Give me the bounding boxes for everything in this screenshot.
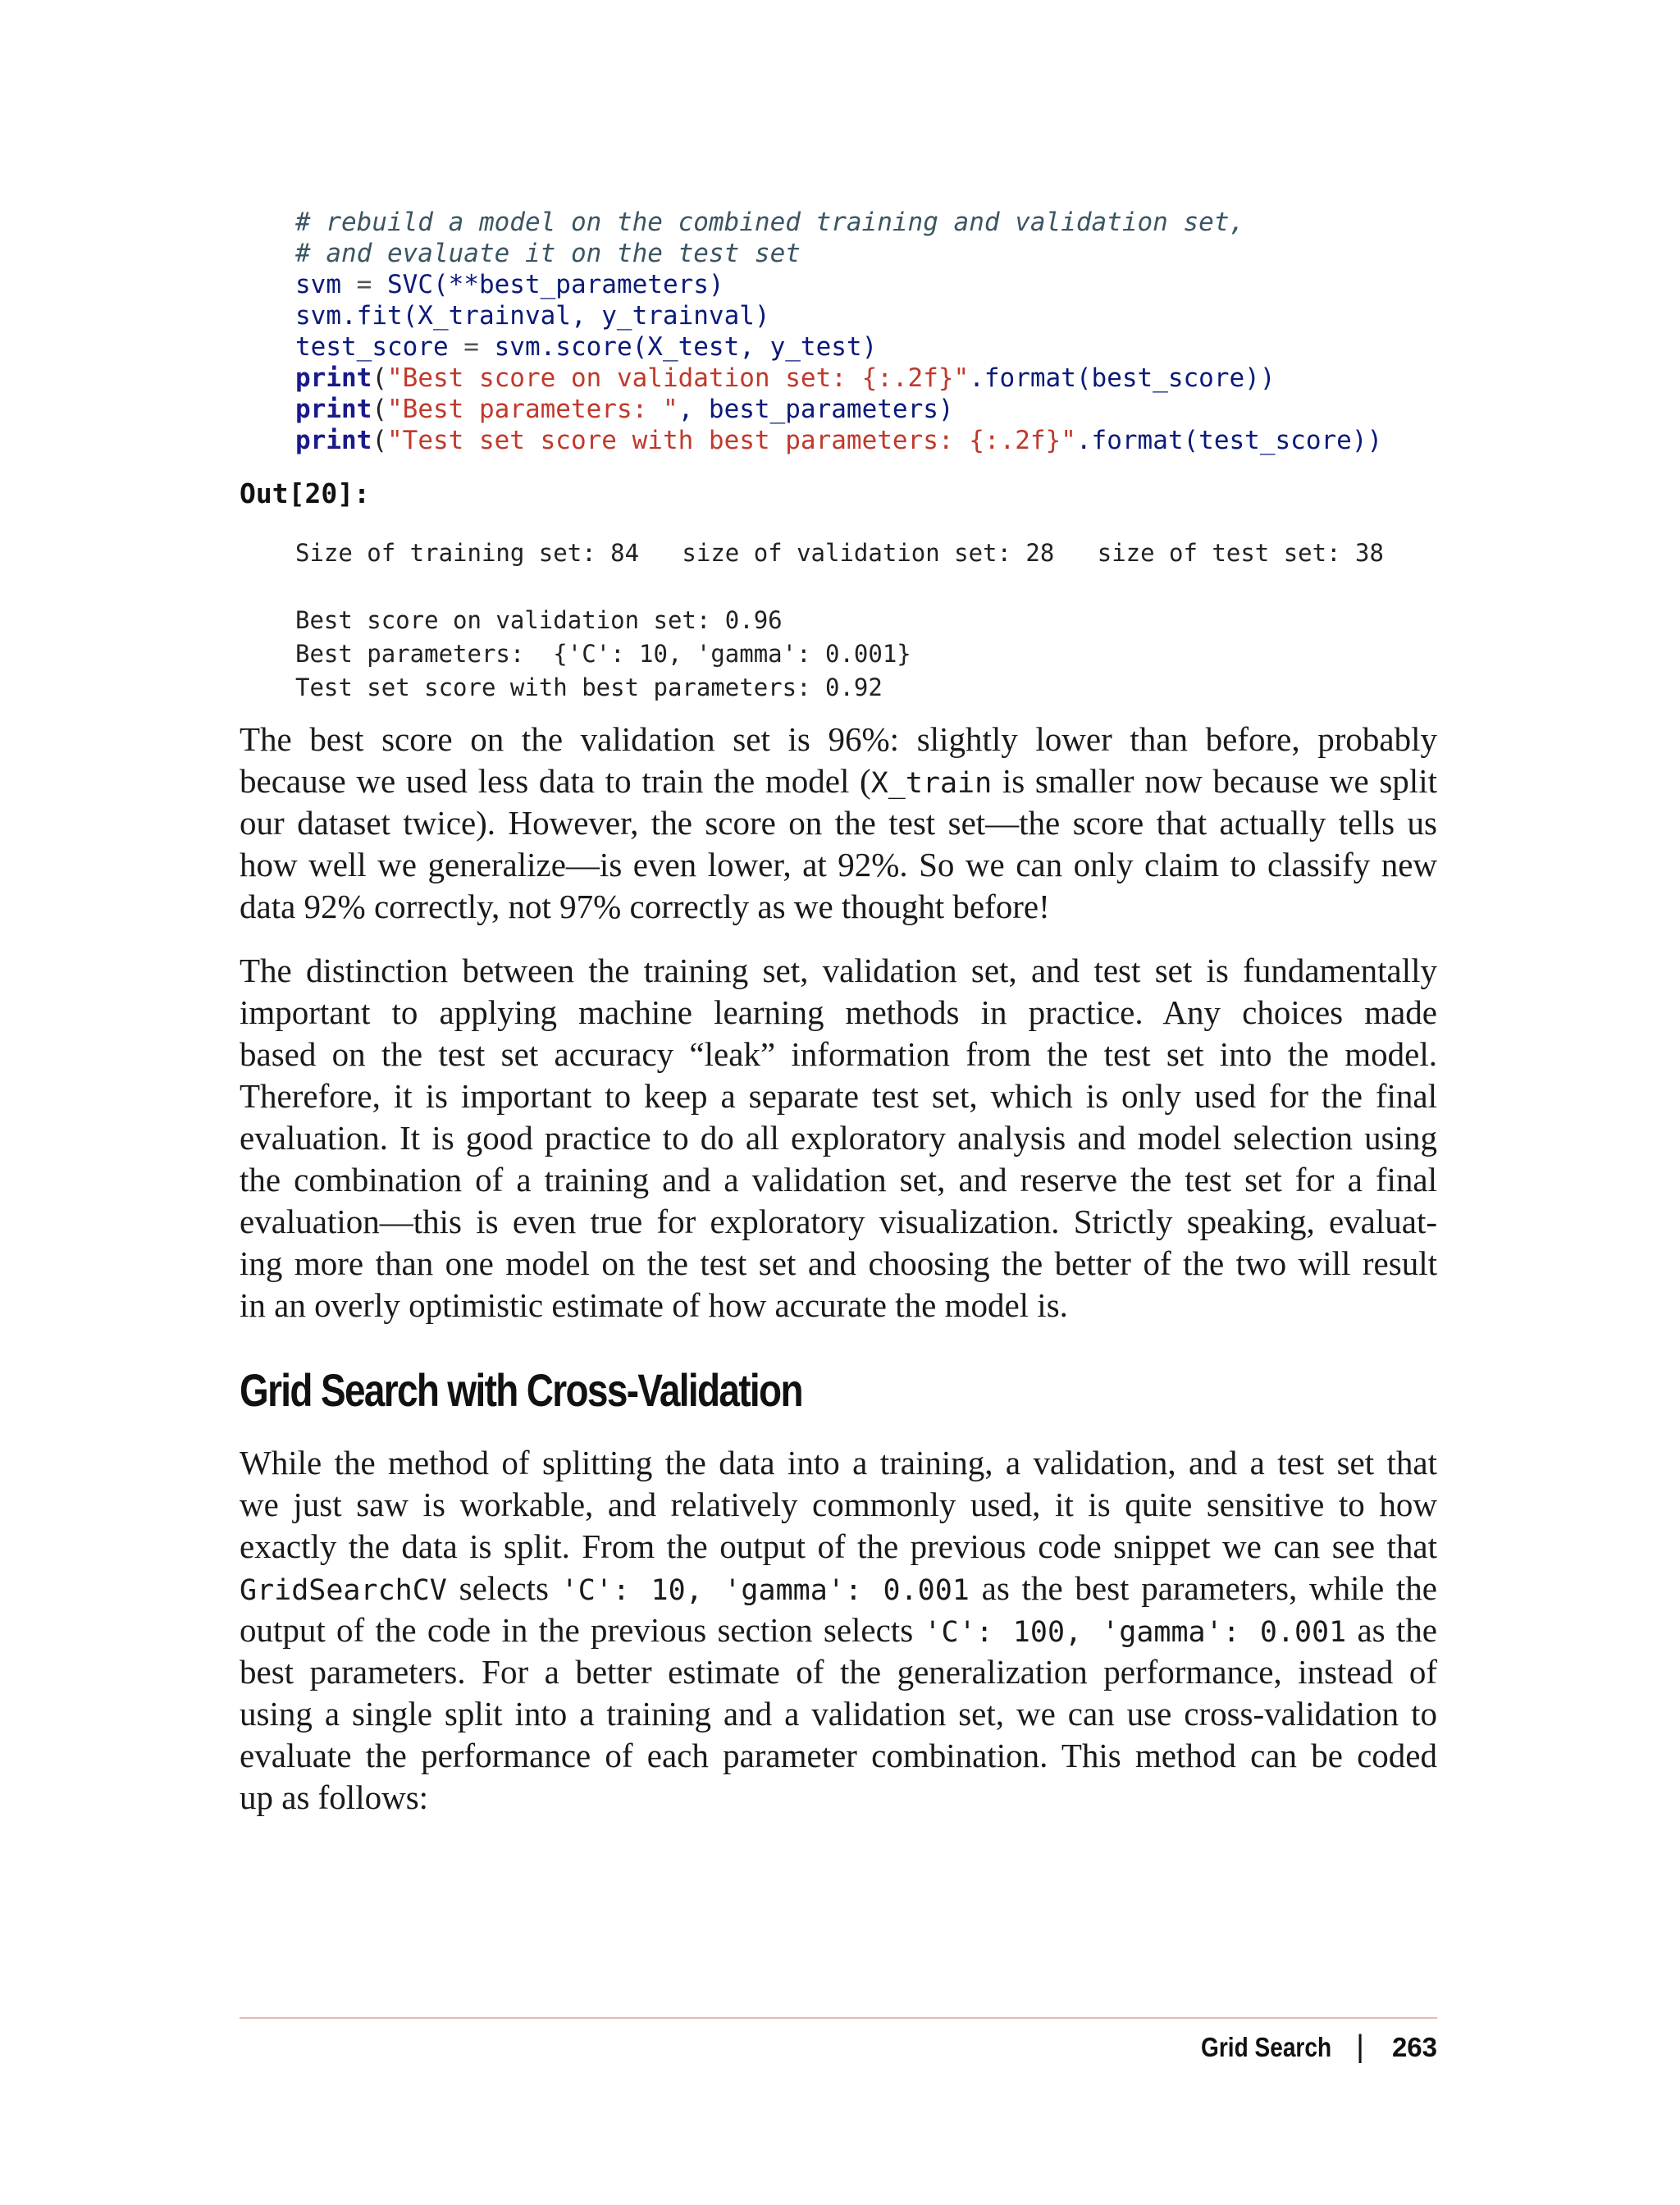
footer-rule bbox=[240, 2017, 1437, 2019]
code-line bbox=[295, 394, 1382, 425]
text-run: The distinction between the training set, validation set, and test set is fundamentally bbox=[240, 952, 1437, 989]
output-line: Best score on validation set: 0.96 bbox=[295, 606, 783, 634]
code-line bbox=[295, 425, 1382, 456]
text-run: based on the test set accuracy “leak” information from the test set into the model. bbox=[240, 1035, 1437, 1073]
text-run: evaluation. It is good practice to do all exploratory analysis and model selection using bbox=[240, 1119, 1437, 1157]
code-token: # and evaluate it on the test set bbox=[295, 239, 801, 268]
text-line bbox=[240, 760, 1437, 802]
text-line bbox=[240, 1442, 1437, 1484]
running-section-title: Grid Search bbox=[1201, 2031, 1332, 2062]
text-line bbox=[240, 1159, 1437, 1201]
output-line bbox=[295, 570, 1384, 604]
text-line bbox=[240, 950, 1437, 992]
text-line bbox=[240, 1034, 1437, 1075]
inline-code: X_train bbox=[870, 767, 993, 800]
code-token: , best_parameters) bbox=[678, 395, 954, 424]
text-run: evaluate the performance of each parameter combination. This method can be coded bbox=[240, 1737, 1437, 1774]
text-line bbox=[240, 1201, 1437, 1243]
text-line bbox=[240, 886, 1437, 928]
code-token: ( bbox=[372, 395, 387, 424]
footer-separator: | bbox=[1356, 2029, 1364, 2064]
text-line bbox=[240, 1243, 1437, 1285]
code-token: # rebuild a model on the combined training and validation set, bbox=[295, 208, 1245, 237]
code-token: print bbox=[295, 363, 372, 393]
code-token: svm.fit(X_trainval, y_trainval) bbox=[295, 301, 770, 331]
code-token: test_score bbox=[295, 332, 449, 362]
text-run: as the bbox=[1346, 1611, 1437, 1649]
code-token: = bbox=[448, 332, 495, 362]
text-line bbox=[240, 802, 1437, 844]
text-run: is smaller now because we split bbox=[992, 762, 1437, 800]
page-number: 263 bbox=[1391, 2031, 1437, 2062]
code-line bbox=[295, 269, 1382, 300]
code-token: "Test set score with best parameters: {:.2f}" bbox=[387, 426, 1076, 455]
text-line bbox=[240, 1484, 1437, 1526]
inline-code: GridSearchCV bbox=[240, 1574, 447, 1607]
text-run: selects bbox=[446, 1569, 561, 1607]
code-line bbox=[295, 300, 1382, 331]
inline-code: 'C': 100, 'gamma': 0.001 bbox=[924, 1616, 1347, 1649]
output-line: Test set score with best parameters: 0.92 bbox=[295, 673, 883, 701]
code-token: .format(best_score)) bbox=[969, 363, 1276, 393]
text-run: Therefore, it is important to keep a separate test set, which is only used for the final bbox=[240, 1077, 1437, 1115]
text-run: best parameters. For a better estimate of the generalization performance, instead of bbox=[240, 1653, 1437, 1691]
text-run: important to applying machine learning methods in practice. Any choices made bbox=[240, 993, 1437, 1031]
text-run: as the best parameters, while the bbox=[969, 1569, 1437, 1607]
text-run: ing more than one model on the test set and choosing the better of the two will result bbox=[240, 1244, 1437, 1282]
code-block bbox=[295, 207, 1382, 456]
code-token: ( bbox=[372, 363, 387, 393]
code-token: svm bbox=[295, 270, 341, 299]
text-run: how well we generalize—is even lower, at 92%. So we can only claim to classify new bbox=[240, 846, 1437, 883]
text-line bbox=[240, 1735, 1437, 1777]
text-line bbox=[240, 1526, 1437, 1568]
code-token: ( bbox=[372, 426, 387, 455]
code-line bbox=[295, 363, 1382, 394]
text-run: data 92% correctly, not 97% correctly as we thought before! bbox=[240, 888, 1050, 925]
text-line bbox=[240, 1609, 1437, 1651]
output-block bbox=[295, 536, 1384, 705]
text-line bbox=[240, 1117, 1437, 1159]
text-run: using a single split into a training and a validation set, we can use cross-validation to bbox=[240, 1695, 1437, 1732]
output-line: Best parameters: {'C': 10, 'gamma': 0.001} bbox=[295, 640, 911, 668]
output-label: Out[20]: bbox=[240, 477, 370, 509]
text-run: output of the code in the previous section selects bbox=[240, 1611, 924, 1649]
text-run: exactly the data is split. From the output of the previous code snippet we can see that bbox=[240, 1527, 1437, 1565]
text-line bbox=[240, 1693, 1437, 1735]
text-line bbox=[240, 844, 1437, 886]
code-token: .format(test_score)) bbox=[1075, 426, 1383, 455]
code-line bbox=[295, 207, 1382, 238]
text-run: the combination of a training and a validation set, and reserve the test set for a final bbox=[240, 1161, 1437, 1198]
code-line bbox=[295, 238, 1382, 269]
page-footer bbox=[1178, 2029, 1437, 2065]
code-token: print bbox=[295, 426, 372, 455]
code-token: "Best parameters: " bbox=[387, 395, 678, 424]
paragraph-validation-result bbox=[240, 719, 1437, 928]
text-run: we just saw is workable, and relatively commonly used, it is quite sensitive to how bbox=[240, 1486, 1437, 1523]
text-run: up as follows: bbox=[240, 1778, 429, 1816]
inline-code: 'C': 10, 'gamma': 0.001 bbox=[560, 1574, 970, 1607]
output-line: Size of training set: 84 size of validation set: 28 size of test set: 38 bbox=[295, 539, 1384, 567]
text-line bbox=[240, 992, 1437, 1034]
code-token: SVC(**best_parameters) bbox=[387, 270, 724, 299]
code-token: svm.score(X_test, y_test) bbox=[494, 332, 878, 362]
paragraph-grid-search-cv bbox=[240, 1442, 1437, 1819]
text-line bbox=[240, 1568, 1437, 1609]
paragraph-test-set-distinction bbox=[240, 950, 1437, 1326]
text-line bbox=[240, 1285, 1437, 1326]
text-run: evaluation—this is even true for exploratory visualization. Strictly speaking, evaluat- bbox=[240, 1203, 1437, 1240]
text-line bbox=[240, 719, 1437, 760]
code-line bbox=[295, 331, 1382, 363]
code-token: print bbox=[295, 395, 372, 424]
text-run: in an overly optimistic estimate of how accurate the model is. bbox=[240, 1286, 1068, 1324]
code-token: = bbox=[341, 270, 387, 299]
text-run: because we used less data to train the model ( bbox=[240, 762, 871, 800]
text-line bbox=[240, 1075, 1437, 1117]
code-token: "Best score on validation set: {:.2f}" bbox=[387, 363, 970, 393]
text-run: our dataset twice). However, the score on the test set—the score that actually tells us bbox=[240, 804, 1437, 842]
text-run: The best score on the validation set is 96%: slightly lower than before, probably bbox=[240, 720, 1437, 758]
text-line bbox=[240, 1777, 1437, 1819]
section-heading: Grid Search with Cross-Validation bbox=[240, 1364, 802, 1416]
text-line bbox=[240, 1651, 1437, 1693]
text-run: While the method of splitting the data into a training, a validation, and a test set that bbox=[240, 1444, 1437, 1481]
